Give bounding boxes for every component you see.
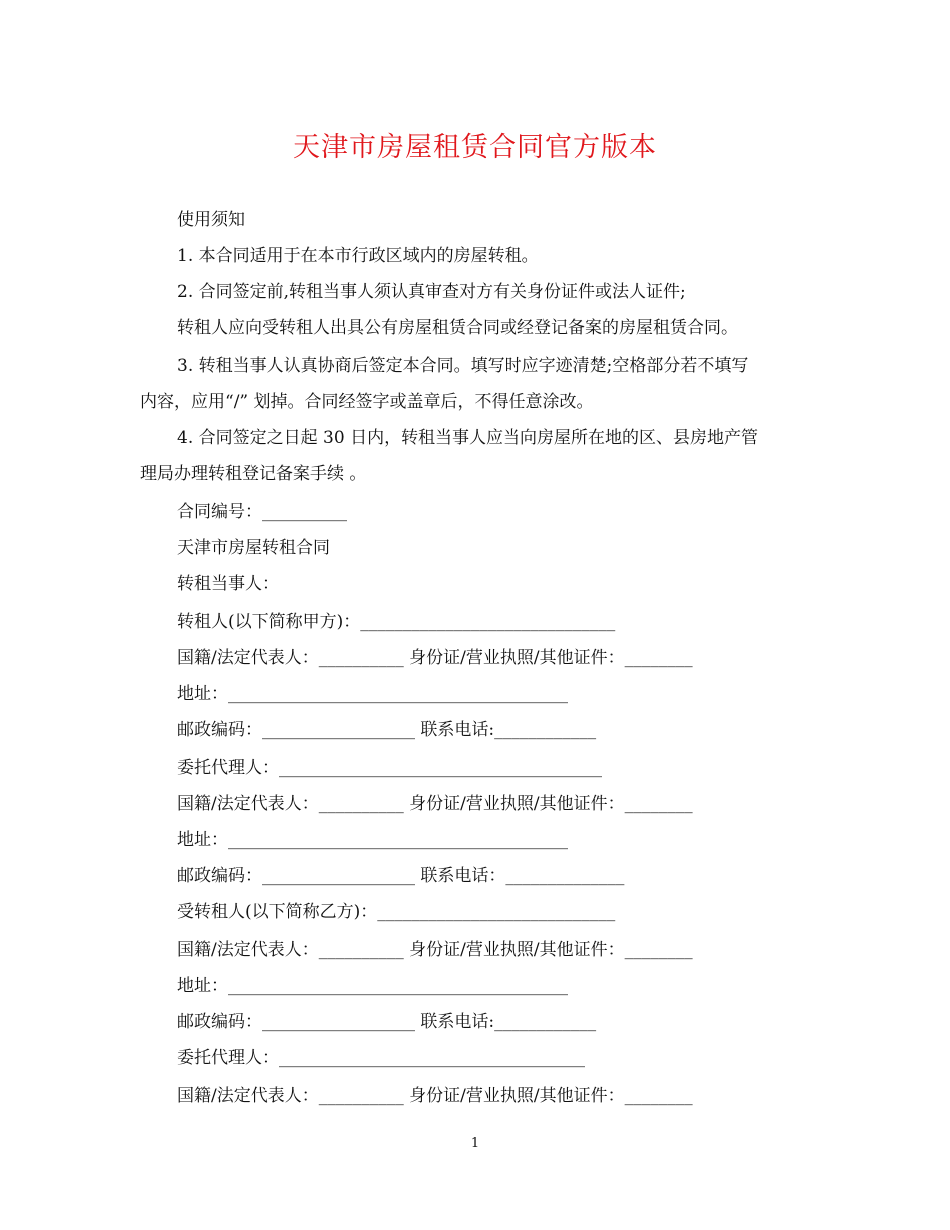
party-b-address-field: 地址：________________________________________ xyxy=(177,976,568,996)
notice-heading: 使用须知 xyxy=(177,210,245,230)
party-a-nationality-field: 国籍/法定代表人：__________ 身份证/营业执照/其他证件：________ xyxy=(177,648,693,668)
contract-number-field: 合同编号：__________ xyxy=(177,502,347,522)
page-number: 1 xyxy=(470,1136,480,1151)
notice-item-3: 3. 转租当事人认真协商后签定本合同。填写时应字迹清楚;空格部分若不填写 xyxy=(177,356,749,376)
notice-item-4-continued: 理局办理转租登记备案手续 。 xyxy=(140,464,367,484)
party-a-agent-field: 委托代理人：______________________________________ xyxy=(177,758,602,778)
notice-item-3-continued: 内容，应用“/” 划掉。合同经签字或盖章后，不得任意涂改。 xyxy=(140,392,594,412)
document-title: 天津市房屋租赁合同官方版本 xyxy=(293,132,657,163)
party-a-address-field: 地址：________________________________________ xyxy=(177,684,568,704)
party-a-postcode-phone-field: 邮政编码：__________________ 联系电话:____________ xyxy=(177,720,597,740)
notice-item-2: 2. 合同签定前,转租当事人须认真审查对方有关身份证件或法人证件; xyxy=(177,282,686,302)
notice-item-2-continued: 转租人应向受转租人出具公有房屋租赁合同或经登记备案的房屋租赁合同。 xyxy=(177,318,738,338)
parties-heading: 转租当事人： xyxy=(177,574,279,594)
party-a-agent-nationality-field: 国籍/法定代表人：__________ 身份证/营业执照/其他证件：________ xyxy=(177,794,693,814)
contract-name: 天津市房屋转租合同 xyxy=(177,538,330,558)
party-a-agent-postcode-phone-field: 邮政编码：__________________ 联系电话：______________ xyxy=(177,866,625,886)
notice-item-4: 4. 合同签定之日起 30 日内，转租当事人应当向房屋所在地的区、县房地产管 xyxy=(177,428,759,448)
party-b-agent-field: 委托代理人：____________________________________ xyxy=(177,1048,585,1068)
party-b-nationality-field: 国籍/法定代表人：__________ 身份证/营业执照/其他证件：________ xyxy=(177,940,693,960)
party-a-field: 转租人(以下简称甲方)：______________________________ xyxy=(177,612,616,632)
notice-item-1: 1. 本合同适用于在本市行政区域内的房屋转租。 xyxy=(177,246,539,266)
party-a-agent-address-field: 地址：________________________________________ xyxy=(177,830,568,850)
party-b-field: 受转租人(以下简称乙方)：____________________________ xyxy=(177,902,616,922)
party-b-postcode-phone-field: 邮政编码：__________________ 联系电话:____________ xyxy=(177,1012,597,1032)
party-b-agent-nationality-field: 国籍/法定代表人：__________ 身份证/营业执照/其他证件：________ xyxy=(177,1086,693,1106)
